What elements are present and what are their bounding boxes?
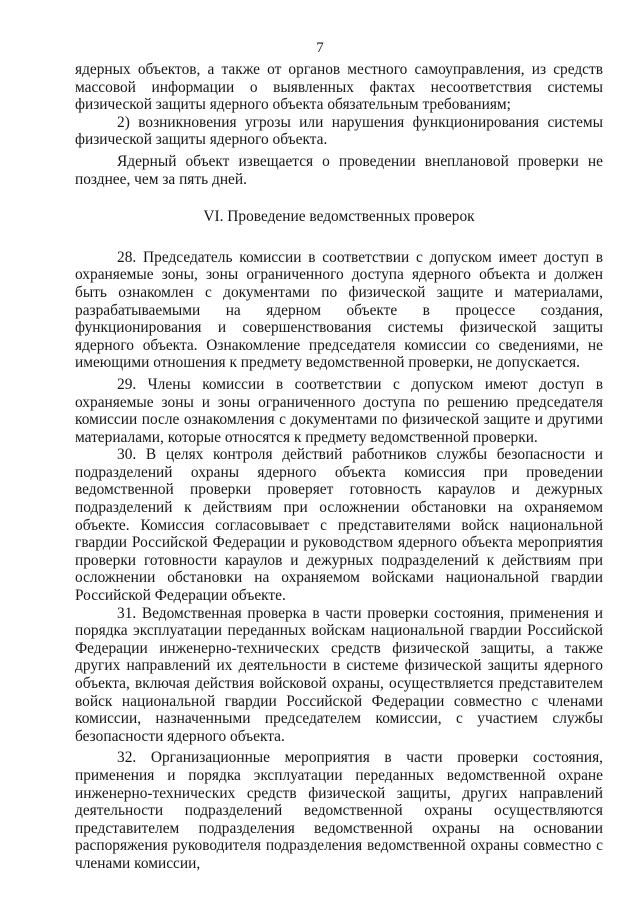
- paragraph-30: 30. В целях контроля действий работников службы безопасности и подразделений охраны ядерного объекта комиссия при проведении ведомственной проверки проверяет готовность караулов и дежурных подразделений к действиям при осложнении обстановки на охраняемом объекте. Комиссия согласовывает с представителями войск национальной гвардии Российской Федерации и руководством ядерного объекта мероприятия проверки готовности караулов и дежурных подразделений к действиям при осложнении обстановки на охраняемом войсками национальной гвардии Российской Федерации объекте.: [75, 446, 603, 605]
- paragraph-notice: Ядерный объект извещается о проведении внеплановой проверки не позднее, чем за пять дней.: [75, 152, 603, 188]
- paragraph-31: 31. Ведомственная проверка в части проверки состояния, применения и порядка эксплуатации переданных войскам национальной гвардии Российской Федерации инженерно-технических средств физической защиты, а также других направлений их деятельности в системе физической защиты ядерного объекта, включая действия войсковой охраны, осуществляется представителем войск национальной гвардии Российской Федерации совместно с членами комиссии, назначенными председателем комиссии, с участием службы безопасности ядерного объекта.: [75, 604, 603, 745]
- page-number: 7: [316, 40, 324, 56]
- paragraph-28: 28. Председатель комиссии в соответствии с допуском имеет доступ в охраняемые зоны, зоны ограниченного доступа ядерного объекта и должен быть ознакомлен с документами по физической защите и материалами, разрабатываемыми на ядерном объекте в процессе создания, функционирования и совершенствования системы физической защиты ядерного объекта. Ознакомление председателя комиссии со сведениями, не имеющими отношения к предмету ведомственной проверки, не допускается.: [75, 248, 603, 372]
- paragraph-32: 32. Организационные мероприятия в части проверки состояния, применения и порядка эксплуатации переданных ведомственной охране инженерно-технических средств физической защиты, других направлений деятельности подразделений ведомственной охраны осуществляются представителем подразделения ведомственной охраны на основании распоряжения руководителя подразделения ведомственной охраны совместно с членами комиссии,: [75, 749, 603, 872]
- paragraph-item-2: 2) возникновения угрозы или нарушения функционирования системы физической защиты ядерного объекта.: [75, 113, 603, 149]
- section-heading: VI. Проведение ведомственных проверок: [203, 208, 475, 226]
- document-body: [75, 61, 603, 873]
- paragraph-29: 29. Члены комиссии в соответствии с допуском имеют доступ в охраняемые зоны и зоны ограниченного доступа по решению председателя комиссии после ознакомления с документами по физической защите и другими материалами, которые относятся к предмету ведомственной проверки.: [75, 375, 603, 446]
- paragraph-continuation: ядерных объектов, а также от органов местного самоуправления, из средств массовой информации о выявленных фактах несоответствия системы физической защиты ядерного объекта обязательным требованиям;: [75, 61, 603, 114]
